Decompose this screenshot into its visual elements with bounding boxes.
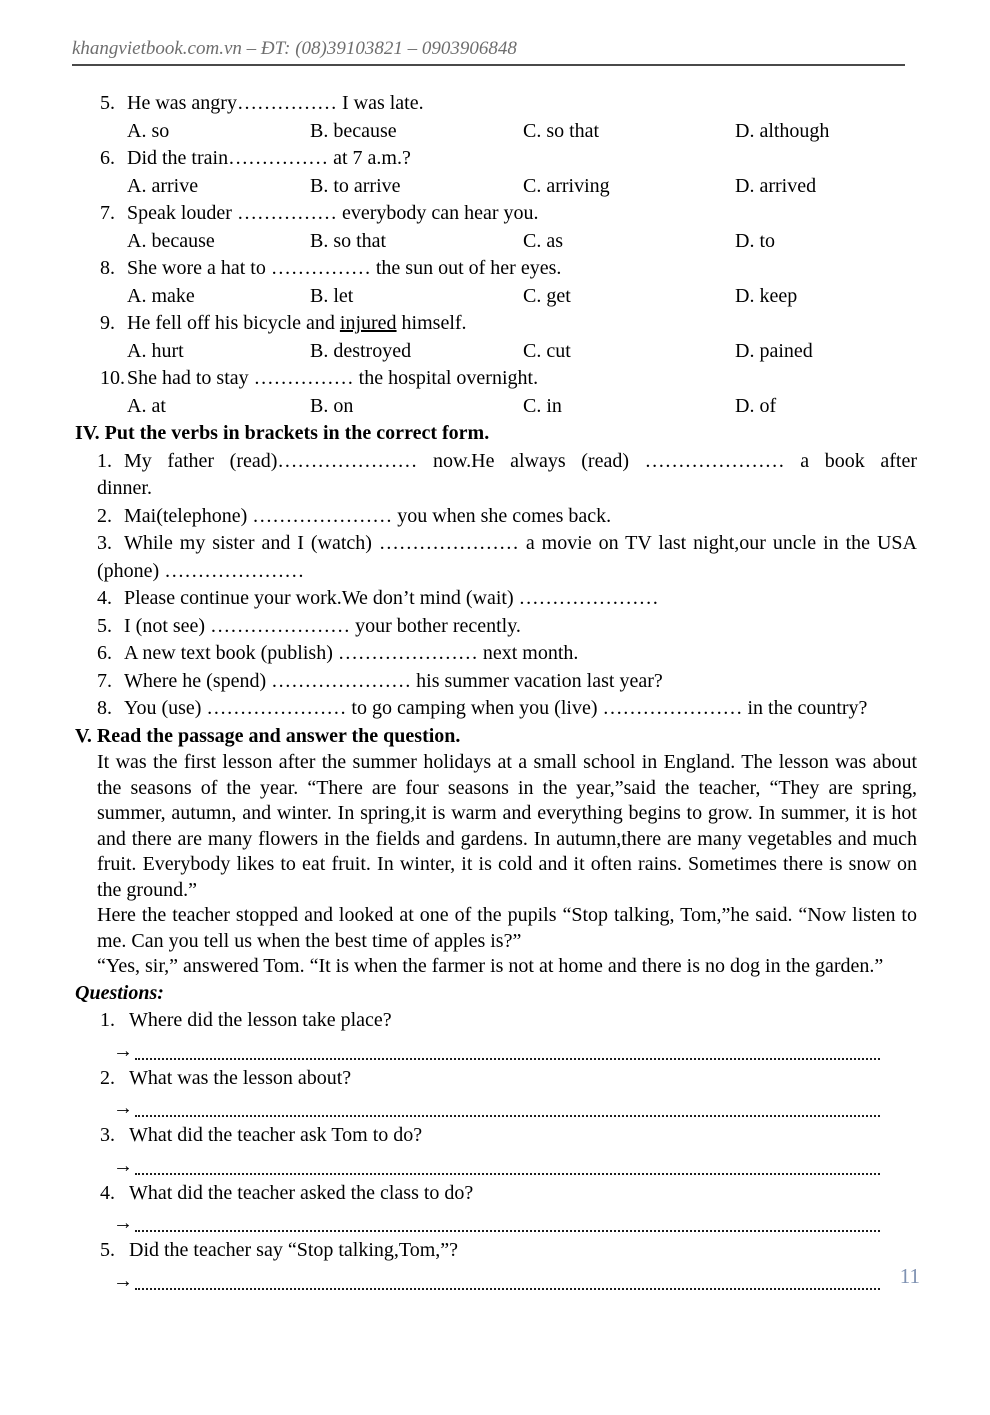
section-5-title: V. Read the passage and answer the question. [75,724,461,747]
option-b: B. on [310,394,354,417]
question-text-pre: He fell off his bicycle and [127,312,340,334]
option-c: C. arriving [523,174,610,197]
item-number: 6. [97,642,112,664]
option-c: C. so that [523,119,600,142]
item-number: 5. [97,614,112,637]
option-a: A. because [127,229,215,252]
questions-label: Questions: [75,981,164,1004]
option-d: D. pained [735,339,813,362]
item-number: 7. [97,669,112,692]
mcq-options [75,118,917,146]
answer-line-3 [113,1153,880,1180]
item-text: A new text book (publish) ………………… next month. [124,642,579,664]
verb-item-7 [75,668,917,696]
mcq-stem [75,200,917,228]
verb-item-8 [75,695,917,723]
mcq-options [75,338,917,366]
option-c: C. as [523,229,563,252]
mcq-options [75,173,917,201]
verb-item-3 [75,530,917,585]
question-number: 5. [100,92,115,114]
question-text: Did the teacher say “Stop talking,Tom,”? [129,1239,459,1261]
mcq-item-8 [75,255,917,310]
item-text: Mai(telephone) ………………… you when she comes back. [124,504,612,527]
answer-line-5 [113,1268,880,1295]
question-number: 10. [100,367,125,389]
option-d: D. although [735,119,830,142]
reading-question-2 [75,1065,917,1093]
verb-item-6 [75,640,917,668]
question-text: What did the teacher asked the class to do? [129,1181,474,1204]
arrow-icon: → [113,1039,133,1062]
option-a: A. so [127,119,170,142]
dotted-answer-blank [135,1288,880,1290]
item-text: Please continue your work.We don’t mind (wait) ………………… [124,587,659,609]
mcq-item-10 [75,365,917,420]
page-number: 11 [899,1264,920,1288]
arrow-icon: → [113,1212,133,1234]
mcq-item-6 [75,145,917,200]
dotted-answer-blank [135,1230,880,1232]
page-content [75,90,917,1295]
option-a: A. arrive [127,174,199,197]
question-text: Did the train…………… at 7 a.m.? [127,147,411,169]
item-text: While my sister and I (watch) ………………… a movie on TV last night,our uncle in the USA (phone) ………………… [97,532,917,582]
underlined-word: injured [339,312,397,334]
question-text: What was the lesson about? [129,1066,352,1089]
verb-item-2 [75,503,917,531]
option-b: B. to arrive [310,174,401,197]
question-text: She wore a hat to …………… the sun out of her eyes. [127,257,562,279]
option-d: D. arrived [735,174,817,197]
option-d: D. of [735,394,777,417]
reading-question-1 [75,1007,917,1035]
mcq-stem [75,90,917,118]
item-text: You (use) ………………… to go camping when you (live) ………………… in the country? [124,697,868,719]
option-a: A. hurt [127,339,184,362]
question-number: 2. [100,1066,115,1089]
reading-question-3 [75,1122,917,1150]
question-number: 1. [100,1009,115,1031]
mcq-item-9 [75,310,917,365]
option-a: A. at [127,394,166,417]
item-text: Where he (spend) ………………… his summer vacation last year? [124,669,663,692]
section-4-title: IV. Put the verbs in brackets in the correct form. [75,422,490,444]
item-text: My father (read)………………… now.He always (read) ………………… a book after dinner. [97,449,917,499]
passage-paragraph-2: Here the teacher stopped and looked at one of the pupils “Stop talking, Tom,”he said. “Now listen to me. Can you tell us when the best time of apples is?” [97,904,917,952]
site-contact-text: khangvietbook.com.vn – ĐT: (08)39103821 – 0903906848 [72,38,517,59]
reading-question-4 [75,1180,917,1208]
question-number: 8. [100,257,115,279]
item-number: 3. [97,532,112,554]
dotted-answer-blank [135,1173,880,1175]
option-b: B. so that [310,229,387,252]
dotted-answer-blank [135,1115,880,1117]
option-b: B. because [310,119,397,142]
page-header [72,38,905,66]
question-number: 7. [100,202,115,224]
mcq-item-5 [75,90,917,145]
question-text: Where did the lesson take place? [129,1009,392,1031]
question-number: 3. [100,1124,115,1146]
mcq-stem [75,365,917,393]
mcq-options [75,228,917,256]
arrow-icon: → [113,1097,133,1119]
reading-question-5 [75,1237,917,1265]
arrow-icon: → [113,1154,133,1177]
mcq-options [75,283,917,311]
answer-line-2 [113,1095,880,1122]
dotted-answer-blank [135,1058,880,1060]
verb-item-1 [75,448,917,503]
question-number: 5. [100,1239,115,1261]
question-number: 4. [100,1181,115,1204]
option-a: A. make [127,284,195,307]
question-text-post: himself. [396,312,467,334]
mcq-item-7 [75,200,917,255]
mcq-stem [75,310,917,338]
item-number: 8. [97,697,112,719]
question-text: What did the teacher ask Tom to do? [129,1124,423,1146]
option-c: C. in [523,394,562,417]
mcq-options [75,393,917,421]
mcq-stem [75,255,917,283]
verb-item-5 [75,613,917,641]
option-c: C. get [523,284,571,307]
option-c: C. cut [523,339,571,362]
option-b: B. let [310,284,354,307]
option-d: D. keep [735,284,798,307]
option-b: B. destroyed [310,339,412,362]
question-text: She had to stay …………… the hospital overnight. [127,367,539,389]
item-text: I (not see) ………………… your bother recently. [124,614,521,637]
question-number: 9. [100,312,115,334]
passage-paragraph-3: “Yes, sir,” answered Tom. “It is when the farmer is not at home and there is no dog in the garden.” [97,955,884,977]
arrow-icon: → [113,1269,133,1292]
item-number: 4. [97,587,112,609]
answer-line-4 [113,1210,880,1237]
item-number: 2. [97,504,112,527]
passage-paragraph-1: It was the first lesson after the summer holidays at a small school in England. The lesson was about the seasons of the year. “There are four seasons in the year,”said the teacher, “They are spring, summer, autumn, and winter. In spring,it is warm and everything begins to grow. In summer, it is hot and there are many flowers in the fields and gardens. In autumn,there are many vegetables and much fruit. Everybody likes to eat fruit. In winter, it is cold and it often rains. Sometimes there is snow on the ground.” [97,751,917,901]
mcq-stem [75,145,917,173]
question-number: 6. [100,147,115,169]
item-number: 1. [97,449,112,472]
answer-line-1 [113,1038,880,1065]
option-d: D. to [735,229,775,252]
question-text: He was angry…………… I was late. [127,92,424,114]
verb-item-4 [75,585,917,613]
question-text: Speak louder …………… everybody can hear you. [127,202,539,224]
